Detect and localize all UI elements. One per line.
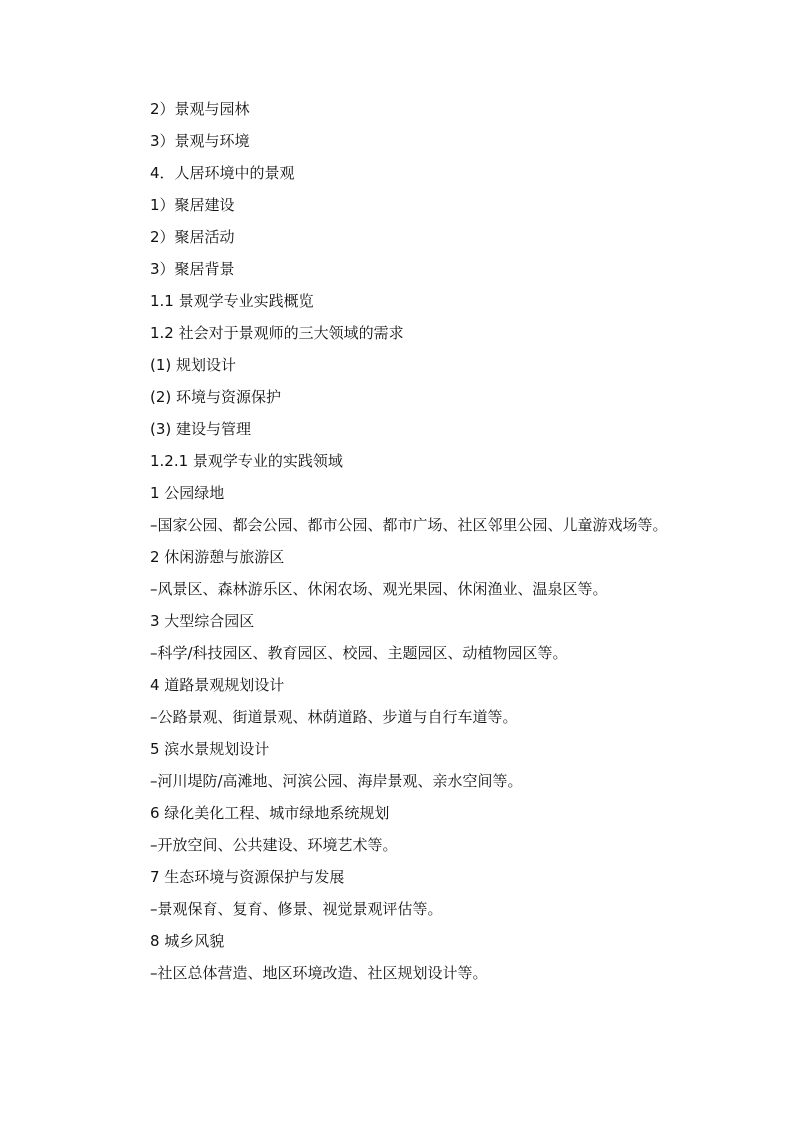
- text-line: (2) 环境与资源保护: [150, 388, 282, 406]
- list-item-detail: –风景区、森林游乐区、休闲农场、观光果园、休闲渔业、温泉区等。: [150, 580, 608, 598]
- list-item-title: 4 道路景观规划设计: [150, 676, 285, 694]
- text-line: (3) 建设与管理: [150, 420, 252, 438]
- document-body: [118, 93, 678, 989]
- list-item-title: 7 生态环境与资源保护与发展: [150, 868, 345, 886]
- text-line: 2）聚居活动: [150, 228, 235, 246]
- list-item-detail: –公路景观、街道景观、林荫道路、步道与自行车道等。: [150, 708, 518, 726]
- list-item-detail: –国家公园、都会公园、都市公园、都市广场、社区邻里公园、儿童游戏场等。: [150, 516, 668, 534]
- list-item-detail: –景观保育、复育、修景、视觉景观评估等。: [150, 900, 443, 918]
- list-item-title: 1 公园绿地: [150, 484, 225, 502]
- list-item-detail: –河川堤防/高滩地、河滨公园、海岸景观、亲水空间等。: [150, 772, 523, 790]
- list-item-title: 8 城乡风貌: [150, 932, 225, 950]
- text-line: 4．人居环境中的景观: [150, 164, 295, 182]
- list-item-detail: –社区总体营造、地区环境改造、社区规划设计等。: [150, 964, 488, 982]
- list-item-title: 3 大型综合园区: [150, 612, 255, 630]
- section-heading: 1.1 景观学专业实践概览: [150, 292, 314, 310]
- text-line: 1）聚居建设: [150, 196, 235, 214]
- list-item-detail: –科学/科技园区、教育园区、校园、主题园区、动植物园区等。: [150, 644, 568, 662]
- section-heading: 1.2 社会对于景观师的三大领域的需求: [150, 324, 404, 342]
- list-item-detail: –开放空间、公共建设、环境艺术等。: [150, 836, 398, 854]
- list-item-title: 5 滨水景规划设计: [150, 740, 270, 758]
- text-line: 3）景观与环境: [150, 132, 250, 150]
- text-line: (1) 规划设计: [150, 356, 237, 374]
- list-item-title: 6 绿化美化工程、城市绿地系统规划: [150, 804, 390, 822]
- section-heading: 1.2.1 景观学专业的实践领域: [150, 452, 343, 470]
- text-line: 3）聚居背景: [150, 260, 235, 278]
- list-item-title: 2 休闲游憩与旅游区: [150, 548, 285, 566]
- text-line: 2）景观与园林: [150, 100, 250, 118]
